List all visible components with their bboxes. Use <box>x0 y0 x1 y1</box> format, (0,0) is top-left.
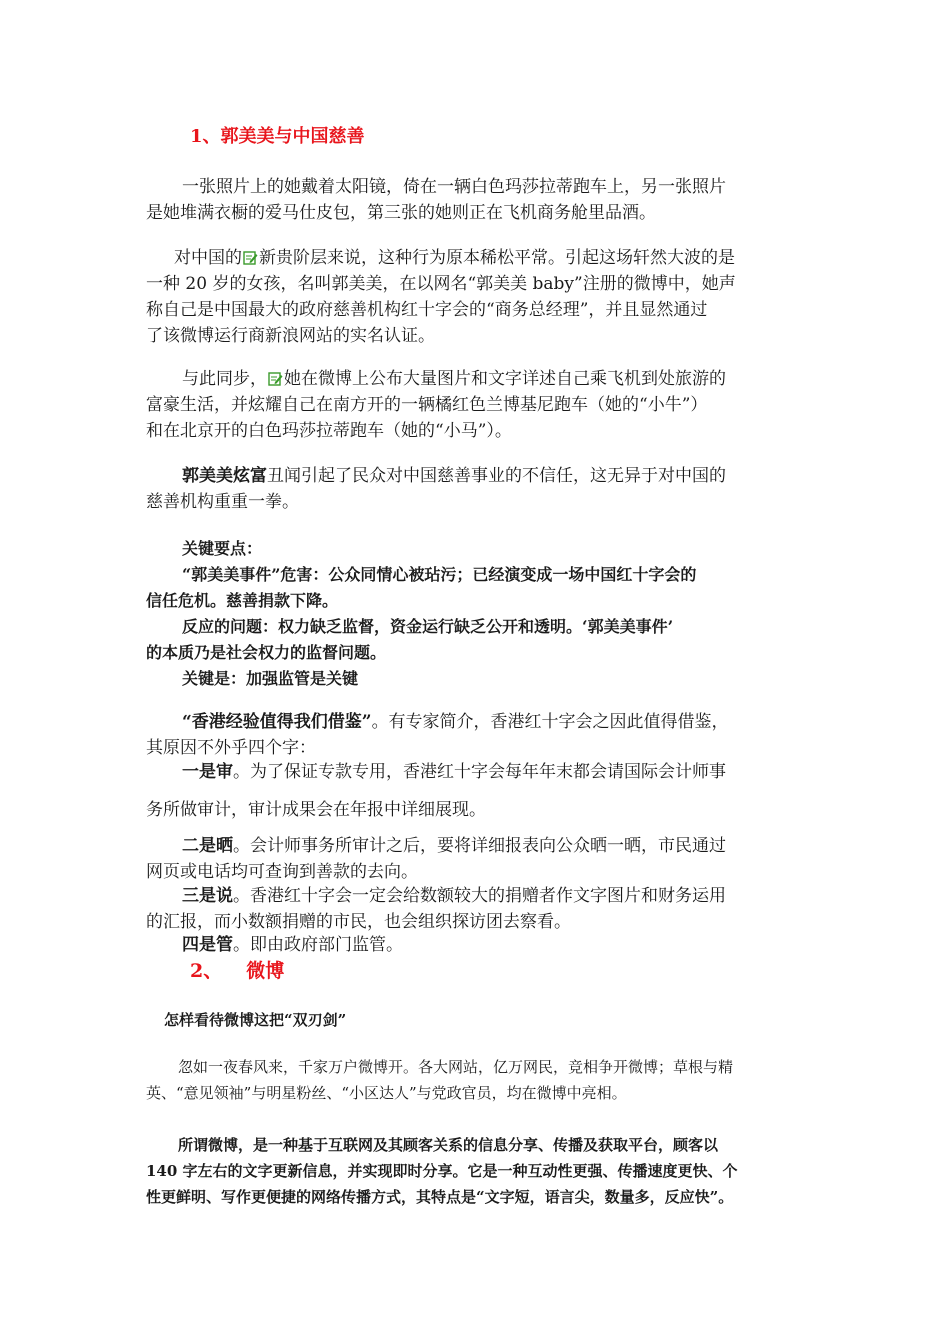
paragraph-line: 一张照片上的她戴着太阳镜，倚在一辆白色玛莎拉蒂跑车上，另一张照片 <box>182 177 726 197</box>
paragraph-line: 140 字左右的文字更新信息，并实现即时分享。它是一种互动性更强、传播速度更快、个 <box>146 1162 738 1180</box>
weibo-paragraph-2 <box>146 1132 816 1210</box>
key-point-line: 反应的问题：权力缺乏监督，资金运行缺乏公开和透明。‘郭美美事件’ <box>182 617 674 636</box>
paragraph-line: 和在北京开的白色玛莎拉蒂跑车（她的“小马”）。 <box>146 421 512 441</box>
point-disclose <box>146 833 816 885</box>
paragraph-text: 。即由政府部门监管。 <box>233 935 403 955</box>
paragraph-2 <box>146 245 816 349</box>
paragraph-3 <box>146 366 816 444</box>
paragraph-line: 富豪生活，并炫耀自己在南方开的一辆橘红色兰博基尼跑车（她的“小牛”） <box>146 395 708 415</box>
section-2-heading <box>190 958 860 984</box>
paragraph-line: 网页或电话均可查询到善款的去向。 <box>146 862 418 882</box>
paragraph-line: 的汇报，而小数额捐赠的市民，也会组织探访团去察看。 <box>146 912 571 932</box>
point-bold-lead: 二是晒 <box>182 836 233 856</box>
paragraph-text: 。有专家简介，香港红十字会之因此值得借鉴， <box>371 712 729 732</box>
paragraph-bold-lead: 郭美美炫富 <box>182 466 267 486</box>
section-2-subtitle-text: 怎样看待微博这把“双刃剑” <box>164 1011 347 1029</box>
paragraph-text: 她在微博上公布大量图片和文字详述自己乘飞机到处旅游的 <box>284 369 726 389</box>
key-point-line: 的本质乃是社会权力的监督问题。 <box>146 643 387 662</box>
key-point-line: 信任危机。慈善捐款下降。 <box>146 591 339 610</box>
paragraph-text: 。为了保证专款专用，香港红十字会每年年末都会请国际会计师事 <box>233 762 726 782</box>
paragraph-text: 与此同步， <box>182 369 267 389</box>
point-bold-lead: 一是审 <box>182 762 233 782</box>
paragraph-line: 英、“意见领袖”与明星粉丝、“小区达人”与党政官员，均在微博中亮相。 <box>146 1084 627 1102</box>
paragraph-line: 务所做审计，审计成果会在年报中详细展现。 <box>146 800 486 820</box>
point-bold-lead: 三是说 <box>182 886 233 906</box>
paragraph-text: 。香港红十字会一定会给数额较大的捐赠者作文字图片和财务运用 <box>233 886 726 906</box>
paragraph-line: 性更鲜明、写作更便捷的网络传播方式，其特点是“文字短，语言尖，数量多，反应快”。 <box>146 1188 734 1206</box>
section-2-subtitle <box>164 1008 834 1032</box>
section-1-heading <box>190 124 860 150</box>
edit-note-icon <box>243 250 258 265</box>
paragraph-1 <box>146 174 816 226</box>
section-2-number: 2、 <box>190 960 223 982</box>
key-points <box>146 536 816 692</box>
paragraph-4 <box>146 463 816 515</box>
paragraph-line: 所谓微博，是一种基于互联网及其顾客关系的信息分享、传播及获取平台，顾客以 <box>178 1136 719 1154</box>
hong-kong-bold-lead: “香港经验值得我们借鉴” <box>182 712 372 732</box>
paragraph-text: 对中国的 <box>174 248 242 268</box>
section-2-title: 微博 <box>246 960 285 982</box>
key-points-title: 关键要点： <box>182 539 263 558</box>
edit-note-icon <box>268 371 283 386</box>
section-1-heading-text: 1、郭美美与中国慈善 <box>190 126 365 147</box>
point-bold-lead: 四是管 <box>182 935 233 955</box>
paragraph-line: 忽如一夜春风来，千家万户微博开。各大网站，亿万网民，竞相争开微博；草根与精 <box>178 1058 734 1076</box>
paragraph-line: 其原因不外乎四个字： <box>146 738 316 758</box>
paragraph-line: 慈善机构重重一拳。 <box>146 492 299 512</box>
point-regulate <box>146 932 816 958</box>
paragraph-line: 称自己是中国最大的政府慈善机构红十字会的“商务总经理”，并且显然通过 <box>146 300 708 320</box>
paragraph-text: 丑闻引起了民众对中国慈善事业的不信任，这无异于对中国的 <box>267 466 726 486</box>
paragraph-line: 了该微博运行商新浪网站的实名认证。 <box>146 326 435 346</box>
key-point-line: “郭美美事件”危害：公众同情心被玷污；已经演变成一场中国红十字会的 <box>182 565 697 584</box>
key-point-line: 关键是：加强监管是关键 <box>182 669 359 688</box>
paragraph-line: 一种 20 岁的女孩，名叫郭美美，在以网名“郭美美 baby”注册的微博中，她声 <box>146 274 736 294</box>
point-audit <box>146 759 816 823</box>
hong-kong-paragraph <box>146 709 816 761</box>
paragraph-text: 新贵阶层来说，这种行为原本稀松平常。引起这场轩然大波的是 <box>259 248 735 268</box>
paragraph-text: 。会计师事务所审计之后，要将详细报表向公众晒一晒，市民通过 <box>233 836 726 856</box>
paragraph-line: 是她堆满衣橱的爱马仕皮包，第三张的她则正在飞机商务舱里品酒。 <box>146 203 656 223</box>
point-report <box>146 883 816 935</box>
weibo-paragraph-1 <box>146 1054 816 1106</box>
